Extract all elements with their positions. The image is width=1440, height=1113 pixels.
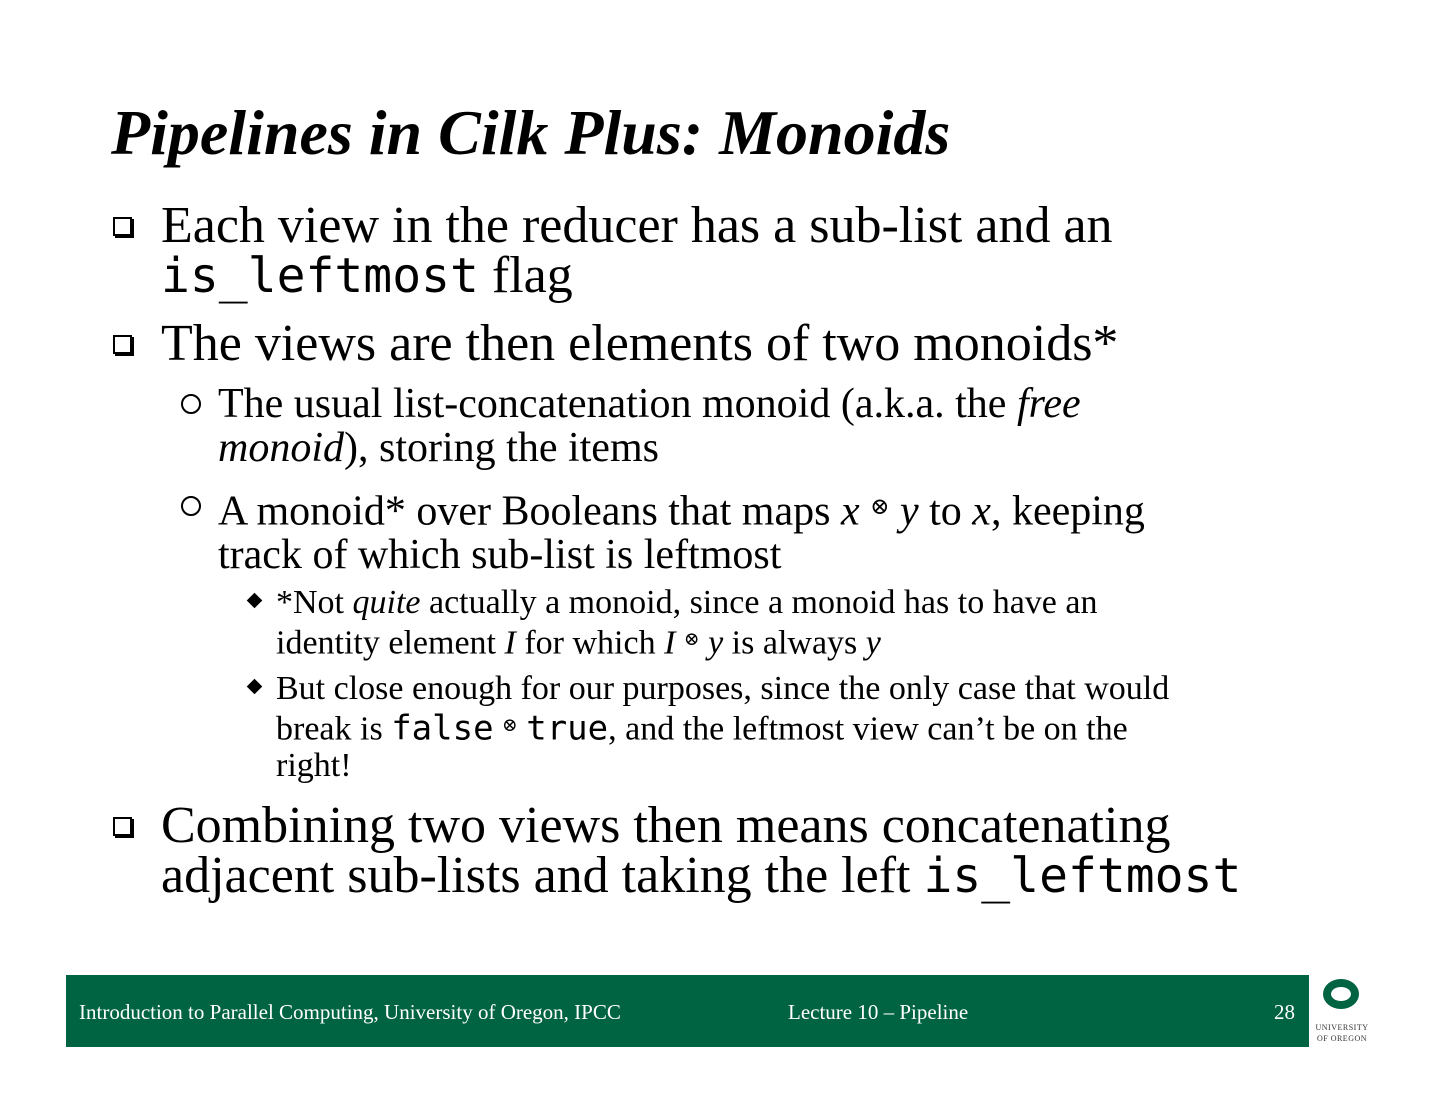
- slide-title: Pipelines in Cilk Plus: Monoids: [111, 97, 951, 168]
- var-y: y: [708, 624, 724, 662]
- logo-text-line: OF OREGON: [1316, 1034, 1368, 1043]
- o-logo-icon: [1323, 979, 1359, 1009]
- circle-bullet-icon: [181, 496, 201, 516]
- square-bullet-icon: [113, 817, 132, 836]
- bullet-text: adjacent sub-lists and taking the left: [161, 847, 924, 904]
- subsubbullet-not-quite-monoid: [276, 584, 1097, 661]
- bullet-text: , and the leftmost view can’t be on the: [608, 710, 1128, 748]
- bullet-text: for which: [515, 624, 665, 662]
- bullet-text: The usual list-concatenation monoid (a.k.a. the: [218, 381, 1017, 427]
- bullet-line: But close enough for our purposes, since the only case that would: [276, 670, 1170, 707]
- bullet-text: *Not: [276, 584, 353, 621]
- var-i: I: [504, 624, 516, 662]
- bullet-two-monoids: [161, 315, 1119, 372]
- otimes-symbol: ⊗: [683, 629, 700, 650]
- footer-lecture: Lecture 10 – Pipeline: [788, 1000, 969, 1024]
- circle-bullet-icon: [181, 394, 201, 414]
- logo-text-line: UNIVERSITY: [1315, 1023, 1369, 1032]
- square-bullet-icon: [113, 217, 132, 236]
- otimes-symbol: ⊗: [870, 493, 890, 519]
- bullet-text: identity element: [276, 624, 505, 662]
- bullet-line: [276, 584, 1097, 621]
- bullet-line: [218, 426, 1081, 470]
- emphasis-free: free: [1016, 381, 1081, 427]
- code-is-leftmost: is_leftmost: [161, 248, 479, 304]
- bullet-line: [218, 484, 1145, 533]
- var-x: x: [972, 488, 991, 535]
- bullet-text: A monoid* over Booleans that maps: [218, 488, 841, 535]
- bullet-text: ), storing the items: [344, 425, 659, 471]
- bullet-reducer-view: [161, 197, 1113, 304]
- slide-footer: [66, 975, 1309, 1047]
- emphasis-quite: quite: [352, 584, 421, 621]
- code-is-leftmost: is_leftmost: [923, 848, 1242, 904]
- emphasis-monoid: monoid: [218, 425, 344, 471]
- var-y: y: [899, 488, 919, 535]
- bullet-line: Combining two views then means concatenating: [161, 797, 1171, 854]
- bullet-line: [276, 707, 1169, 747]
- bullet-text: break is: [276, 710, 392, 748]
- diamond-bullet-icon: [247, 679, 263, 695]
- var-y: y: [865, 624, 881, 662]
- var-i: I: [664, 624, 676, 662]
- bullet-line: Each view in the reducer has a sub-list and an: [161, 197, 1113, 254]
- bullet-text: flag: [478, 247, 573, 304]
- bullet-line: [218, 382, 1081, 426]
- footer-course: Introduction to Parallel Computing, University of Oregon, IPCC: [79, 1000, 621, 1024]
- subbullet-free-monoid: [218, 382, 1081, 470]
- bullet-text: , keeping: [990, 488, 1145, 535]
- diamond-bullet-icon: [247, 593, 263, 609]
- code-false: false: [391, 708, 494, 749]
- bullet-line: right!: [276, 747, 352, 785]
- bullet-line: [161, 247, 1113, 304]
- var-x: x: [840, 488, 860, 535]
- otimes-symbol: ⊗: [502, 715, 518, 736]
- bullet-line: track of which sub-list is leftmost: [218, 532, 782, 579]
- bullet-text: to: [918, 488, 973, 535]
- university-logo: [1310, 975, 1374, 1047]
- bullet-combining-views: [161, 797, 1242, 904]
- square-bullet-icon: [113, 335, 132, 354]
- bullet-text: is always: [723, 624, 866, 662]
- bullet-line: [276, 621, 1097, 661]
- bullet-text: actually a monoid, since a monoid has to have an: [420, 584, 1098, 621]
- subsubbullet-close-enough: [276, 670, 1169, 784]
- footer-page-number: 28: [1274, 1000, 1295, 1024]
- subbullet-boolean-monoid: [218, 484, 1145, 577]
- bullet-line: [161, 847, 1242, 904]
- bullet-line: The views are then elements of two monoids*: [161, 315, 1119, 372]
- code-true: true: [526, 708, 609, 749]
